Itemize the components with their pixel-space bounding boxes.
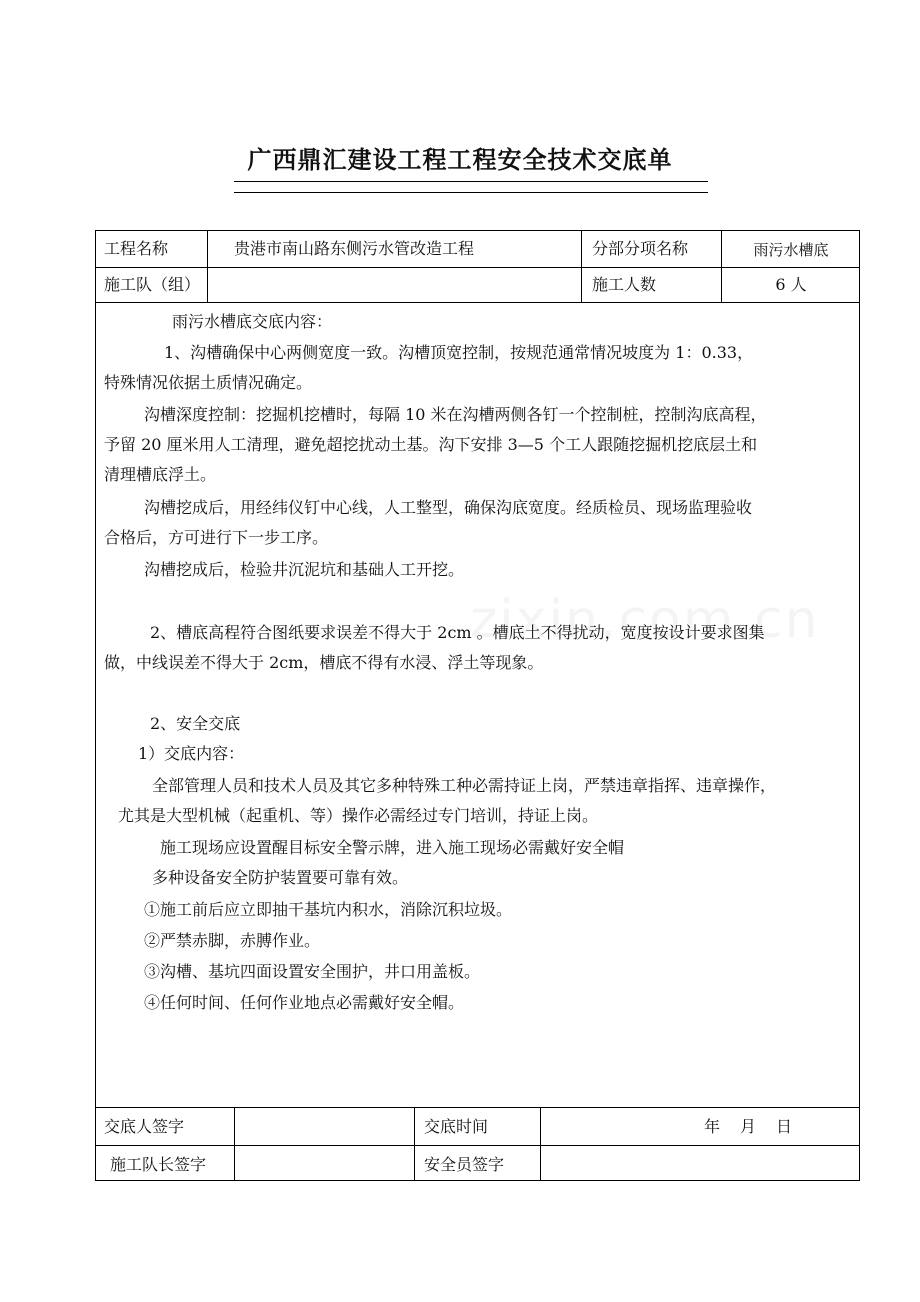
title-underline-bottom bbox=[234, 192, 708, 193]
discloser-signature-label: 交底人签字 bbox=[104, 1117, 185, 1136]
col-divider-footer-3 bbox=[540, 1107, 541, 1181]
content-line: 雨污水槽底交底内容： bbox=[172, 312, 333, 331]
content-line: 沟槽深度控制：挖掘机挖槽时，每隔 10 米在沟槽两侧各钉一个控制桩，控制沟底高程， bbox=[144, 405, 767, 424]
content-line: ④任何时间、任何作业地点必需戴好安全帽。 bbox=[144, 993, 465, 1012]
worker-count-label: 施工人数 bbox=[592, 275, 657, 294]
project-name-value: 贵港市南山路东侧污水管改造工程 bbox=[234, 239, 475, 258]
row-divider-4 bbox=[95, 1145, 860, 1146]
col-divider-footer-2 bbox=[414, 1107, 415, 1181]
content-line: 1、沟槽确保中心两侧宽度一致。沟槽顶宽控制，按规范通常情况坡度为 1：0.33， bbox=[164, 343, 754, 362]
content-line: 2、槽底高程符合图纸要求误差不得大于 2cm 。槽底土不得扰动，宽度按设计要求图集 bbox=[150, 623, 765, 642]
team-leader-signature-label: 施工队长签字 bbox=[110, 1155, 207, 1174]
content-line: 多种设备安全防护装置要可靠有效。 bbox=[152, 868, 409, 887]
content-line: 沟槽挖成后，用经纬仪钉中心线，人工整型，确保沟底宽度。经质检员、现场监理验收 bbox=[144, 498, 753, 517]
content-line: 予留 20 厘米用人工清理，避免超挖扰动土基。沟下安排 3—5 个工人跟随挖掘机挖底层土和 bbox=[104, 435, 758, 454]
disclosure-time-label: 交底时间 bbox=[424, 1117, 489, 1136]
content-line: ③沟槽、基坑四面设置安全围护，井口用盖板。 bbox=[144, 962, 481, 981]
content-line: 沟槽挖成后，检验井沉泥坑和基础人工开挖。 bbox=[144, 560, 465, 579]
content-line: 1）交底内容： bbox=[138, 744, 245, 763]
project-name-label: 工程名称 bbox=[104, 239, 169, 258]
content-line: 施工现场应设置醒目标安全警示牌，进入施工现场必需戴好安全帽 bbox=[160, 838, 625, 857]
row-divider-2 bbox=[95, 302, 860, 303]
document-title: 广西鼎汇建设工程工程安全技术交底单 bbox=[247, 146, 673, 174]
col-divider-header-2 bbox=[581, 230, 582, 302]
content-line: 清理槽底浮土。 bbox=[104, 465, 217, 484]
sub-item-label: 分部分项名称 bbox=[592, 239, 689, 258]
content-line: ②严禁赤脚，赤膊作业。 bbox=[144, 931, 321, 950]
content-line: 合格后，方可进行下一步工序。 bbox=[104, 528, 329, 547]
content-line: 尤其是大型机械（起重机、等）操作必需经过专门培训，持证上岗。 bbox=[118, 806, 599, 825]
content-line: ①施工前后应立即抽干基坑内积水，消除沉积垃圾。 bbox=[144, 900, 513, 919]
content-line: 做，中线误差不得大于 2cm，槽底不得有水浸、浮土等现象。 bbox=[104, 653, 544, 672]
construction-team-label: 施工队（组） bbox=[104, 275, 201, 294]
date-day: 日 bbox=[776, 1117, 793, 1136]
worker-count-value: 6 人 bbox=[775, 275, 807, 294]
safety-officer-signature-label: 安全员签字 bbox=[424, 1155, 505, 1174]
content-line: 全部管理人员和技术人员及其它多种特殊工种必需持证上岗，严禁违章指挥、违章操作， bbox=[152, 776, 777, 795]
row-divider-1 bbox=[95, 267, 860, 268]
col-divider-footer-1 bbox=[234, 1107, 235, 1181]
date-month: 月 bbox=[740, 1117, 757, 1136]
row-divider-3 bbox=[95, 1107, 860, 1108]
sub-item-value: 雨污水槽底 bbox=[753, 241, 829, 259]
col-divider-header-1 bbox=[207, 230, 208, 302]
title-underline-top bbox=[234, 181, 708, 182]
content-line: 特殊情况依据土质情况确定。 bbox=[104, 373, 313, 392]
date-year: 年 bbox=[704, 1117, 721, 1136]
content-line: 2、安全交底 bbox=[150, 714, 241, 733]
